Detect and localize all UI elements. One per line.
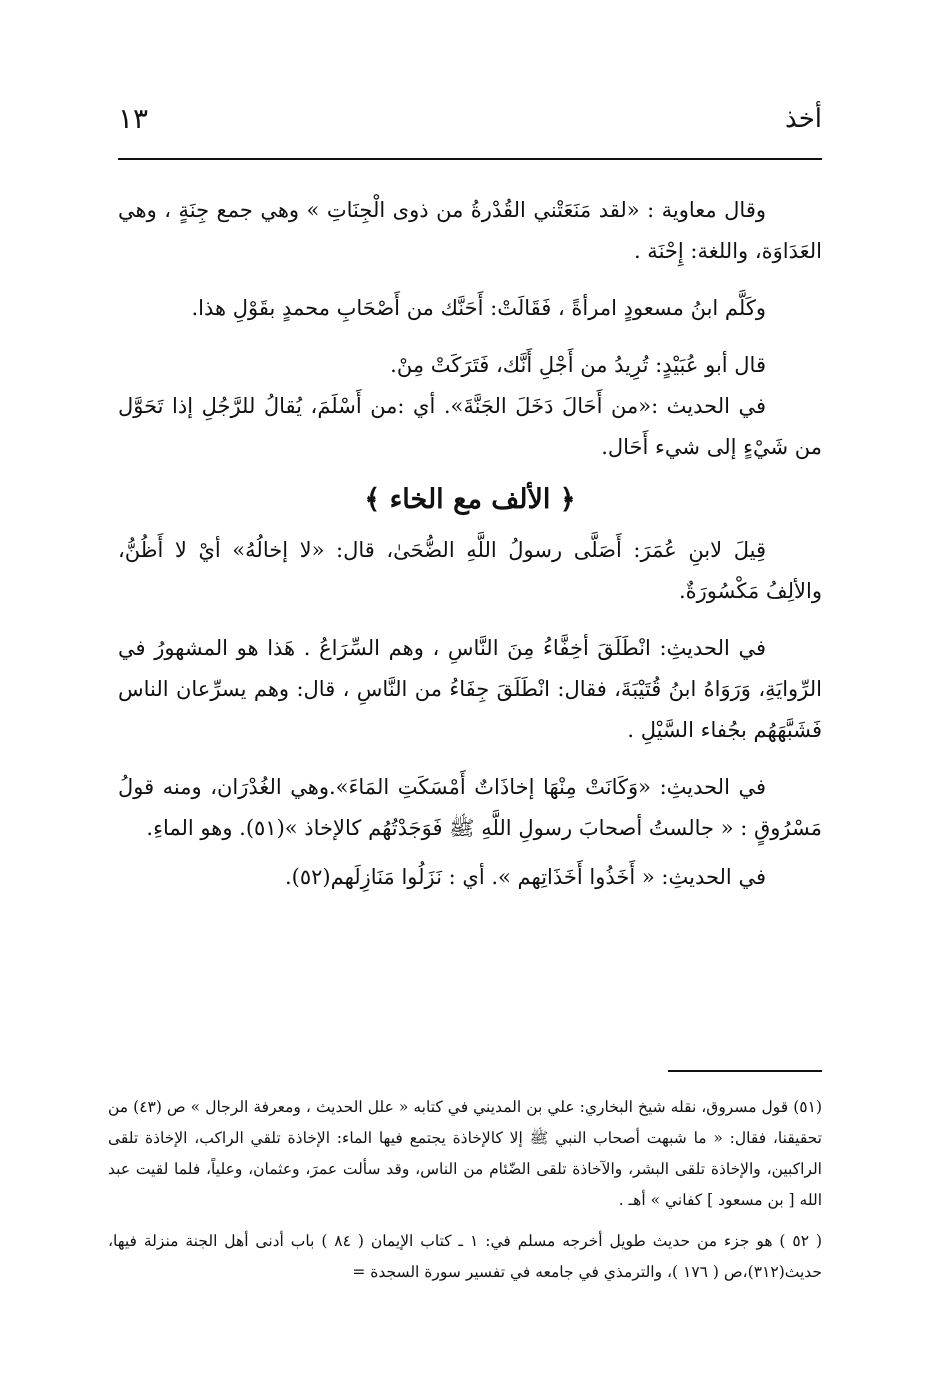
paragraph-muawiya: وقال معاوية : «لقد مَنَعَتْني القُدْرةُ من ذوى الْجِنَاتِ » وهي جمع جِنَةٍ ، وهي العَدَاوَة، واللغة: إِحْنَة . xyxy=(118,198,822,263)
paragraph-abu-ubayd: قال أبو عُبَيْدٍ: تُرِيدُ من أَجْلِ أَنَّك، فَتَرَكَتْ مِنْ. xyxy=(390,353,766,377)
paragraph-ahal-hadith: في الحديث :«من أَحَالَ دَخَلَ الجَنَّةَ». أي :من أَسْلَمَ، يُقالُ للرَّجُلِ إذا تَحَوَّل من شَيْءٍ إلى شيء أَحَال. xyxy=(118,394,822,459)
paragraph-akhadhat: في الحديثِ: « أَخَذُوا أَخَذَاتِهم ». أي : نَزَلُوا مَنَازِلَهم(٥٢). xyxy=(284,865,766,889)
page-header xyxy=(118,100,822,150)
running-head: أخذ xyxy=(785,104,822,134)
footnote-52: ( ٥٢ ) هو جزء من حديث طويل أخرجه مسلم في: ١ ـ كتاب الإيمان ( ٨٤ ) باب أدنى أهل الجنة منزلة فيها، حديث(٣١٢)،ص ( ١٧٦ )، والترمذي في جامعه في تفسير سورة السجدة = xyxy=(108,1232,822,1281)
header-rule xyxy=(118,158,822,160)
footnote-rule xyxy=(668,1070,822,1072)
paragraph-ikhaluhu: قِيلَ لابنِ عُمَرَ: أَصَلَّى رسولُ اللَّهِ الضُّحَىٰ، قال: «لا إخالُهُ» أيْ لا أَظُنُّ، والألِفُ مَكْسُورَةٌ. xyxy=(118,538,822,603)
paragraph-ikhadhat: في الحديثِ: «وَكَانَتْ مِنْهَا إخاذَاتٌ أَمْسَكَتِ المَاءَ».وهي الغُدْرَان، ومنه قولُ مَسْرُوقٍ : « جالستُ أصحابَ رسولِ اللَّهِ ﷺ فَوَجَدْتُهُم كالإخاذ »(٥١). وهو الماءِ. xyxy=(118,775,822,840)
section-heading: ﴿ الألف مع الخاء ﴾ xyxy=(364,484,576,515)
paragraph-akhiffa: في الحديثِ: انْطَلَقَ أخِفَّاءُ مِنَ النَّاسِ ، وهم السِّرَاعُ . هَذا هو المشهورُ في الرِّوايَةِ، وَرَوَاهُ ابنُ قُتَيْبَةَ، فقال: انْطَلَقَ جِفَاءُ من النَّاسِ ، قال: وهم يسرِّعان الناس فَشَبَّهَهُم بجُفاء السَّيْلِ . xyxy=(118,636,822,742)
footnote-51: (٥١) قول مسروق، نقله شيخ البخاري: علي بن المديني في كتابه « علل الحديث ، ومعرفة الرجال » ص (٤٣) من تحقيقنا، فقال: « ما شبهت أصحاب النبي ﷺ إلا كالإخاذة يجتمع فيها الماء: الإخاذة تلقي الراكب، الإخاذة تلقى الراكبين، والإخاذة تلقى البشر، والآخاذة تلقى الضّئام من الناس، وقد سألت عمرَ، وعثمان، وعلياً، فلما لقيت عبد الله [ بن مسعود ] كفاني » أهـ . xyxy=(108,1098,822,1209)
paragraph-ibn-masud: وكَلَّم ابنُ مسعودٍ امرأةً ، فَقَالَتْ: أَحَنَّك من أَصْحَابِ محمدٍ بقَوْلِ هذا. xyxy=(191,296,766,320)
page-number: ١٣ xyxy=(118,102,149,135)
footnotes xyxy=(108,1092,822,1288)
main-text xyxy=(118,190,822,898)
